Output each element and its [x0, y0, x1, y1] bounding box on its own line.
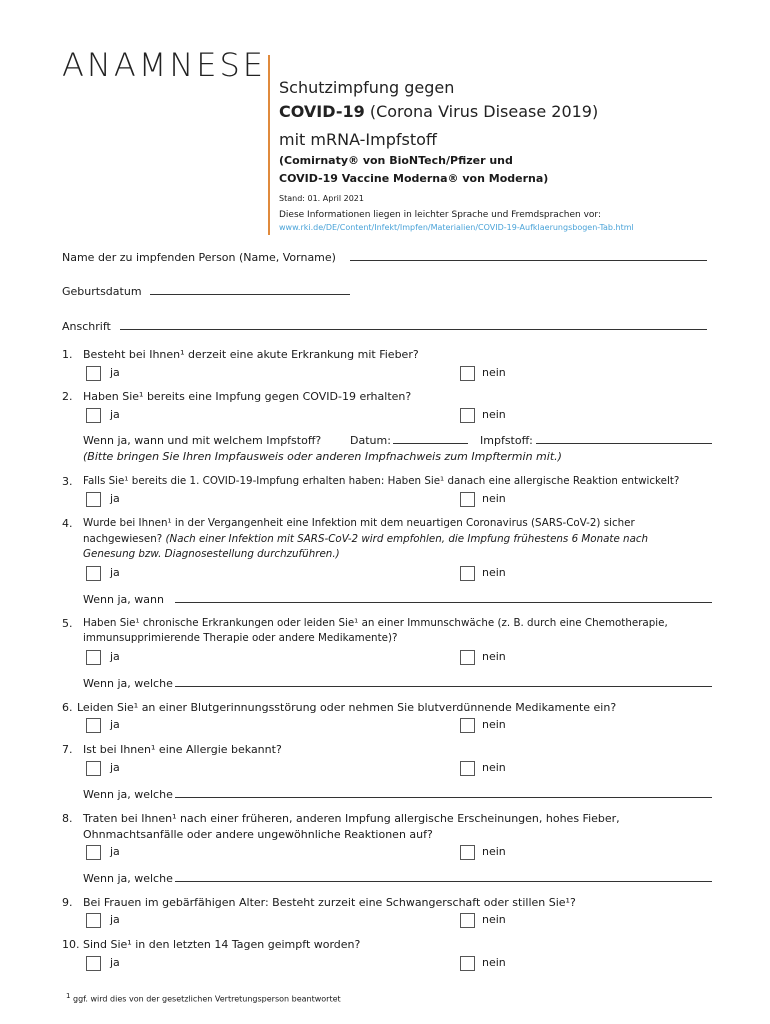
q1-yes-checkbox[interactable] [86, 366, 101, 381]
q3-text: Falls Sie¹ bereits die 1. COVID-19-Impfung erhalten haben: Haben Sie¹ danach eine allergische Reaktion entwickelt? [83, 475, 680, 487]
birthdate-label: Geburtsdatum [62, 285, 142, 298]
q3-yes-label: ja [110, 492, 120, 505]
q3-no-checkbox[interactable] [460, 492, 475, 507]
header-line3: mit mRNA-Impfstoff [279, 130, 437, 149]
q6-text: Leiden Sie¹ an einer Blutgerinnungsstörung oder nehmen Sie blutverdünnende Medikamente ein? [77, 701, 617, 714]
q8-text2: Ohnmachtsanfälle oder andere ungewöhnliche Reaktionen auf? [83, 828, 433, 841]
q2-note: (Bitte bringen Sie Ihren Impfausweis oder anderen Impfnachweis zum Impftermin mit.) [83, 450, 562, 463]
q3-no-label: nein [482, 492, 506, 505]
q4-no-label: nein [482, 566, 506, 579]
q4-text2 [83, 533, 648, 545]
q5-followup-label: Wenn ja, welche [83, 677, 173, 690]
footnote-text: ggf. wird dies von der gesetzlichen Vertretungsperson beantwortet [70, 994, 341, 1004]
q6-number: 6. [62, 701, 73, 714]
q6-no-checkbox[interactable] [460, 718, 475, 733]
q4-text3: Genesung bzw. Diagnosestellung durchzuführen.) [83, 548, 340, 560]
q6-yes-checkbox[interactable] [86, 718, 101, 733]
q10-text: Sind Sie¹ in den letzten 14 Tagen geimpft worden? [83, 938, 361, 951]
header-line2-rest: (Corona Virus Disease 2019) [364, 102, 599, 121]
q7-yes-checkbox[interactable] [86, 761, 101, 776]
q4-no-checkbox[interactable] [460, 566, 475, 581]
q4-yes-label: ja [110, 566, 120, 579]
name-label: Name der zu impfenden Person (Name, Vorname) [62, 251, 336, 264]
q8-no-checkbox[interactable] [460, 845, 475, 860]
q2-no-checkbox[interactable] [460, 408, 475, 423]
q2-vaccine-field[interactable] [536, 443, 712, 444]
q10-yes-checkbox[interactable] [86, 956, 101, 971]
q8-followup-label: Wenn ja, welche [83, 872, 173, 885]
q5-number: 5. [62, 617, 73, 630]
q5-no-checkbox[interactable] [460, 650, 475, 665]
q5-text2: immunsupprimierende Therapie oder andere Medikamente)? [83, 632, 398, 644]
q10-no-checkbox[interactable] [460, 956, 475, 971]
q8-no-label: nein [482, 845, 506, 858]
header-divider [268, 55, 270, 235]
q2-date-field[interactable] [393, 443, 468, 444]
q3-yes-checkbox[interactable] [86, 492, 101, 507]
q9-number: 9. [62, 896, 73, 909]
q2-vaccine-label: Impfstoff: [480, 434, 533, 447]
q9-text: Bei Frauen im gebärfähigen Alter: Besteht zurzeit eine Schwangerschaft oder stillen Sie¹? [83, 896, 576, 909]
q9-no-checkbox[interactable] [460, 913, 475, 928]
header-sub2: COVID-19 Vaccine Moderna® von Moderna) [279, 172, 549, 185]
q1-number: 1. [62, 348, 73, 361]
address-label: Anschrift [62, 320, 111, 333]
q5-followup-field[interactable] [175, 686, 712, 687]
q7-number: 7. [62, 743, 73, 756]
q1-text: Besteht bei Ihnen¹ derzeit eine akute Erkrankung mit Fieber? [83, 348, 419, 361]
q8-followup-field[interactable] [175, 881, 712, 882]
q7-no-label: nein [482, 761, 506, 774]
q9-yes-checkbox[interactable] [86, 913, 101, 928]
q8-number: 8. [62, 812, 73, 825]
q4-text2-italic: (Nach einer Infektion mit SARS-CoV-2 wird empfohlen, die Impfung frühestens 6 Monate nach [162, 533, 649, 545]
header-link[interactable]: www.rki.de/DE/Content/Infekt/Impfen/Materialien/COVID-19-Aufklaerungsbogen-Tab.html [279, 223, 634, 232]
q6-no-label: nein [482, 718, 506, 731]
q1-yes-label: ja [110, 366, 120, 379]
header-info: Diese Informationen liegen in leichter Sprache und Fremdsprachen vor: [279, 210, 601, 220]
q2-text: Haben Sie¹ bereits eine Impfung gegen COVID-19 erhalten? [83, 390, 412, 403]
q8-yes-label: ja [110, 845, 120, 858]
q7-no-checkbox[interactable] [460, 761, 475, 776]
header-line1: Schutzimpfung gegen [279, 78, 455, 97]
q7-followup-label: Wenn ja, welche [83, 788, 173, 801]
q8-text1: Traten bei Ihnen¹ nach einer früheren, anderen Impfung allergische Erscheinungen, hohes Fieber, [83, 812, 620, 825]
header-line2 [279, 102, 598, 121]
footnote [66, 992, 341, 1004]
q4-number: 4. [62, 517, 73, 530]
q2-yes-label: ja [110, 408, 120, 421]
q7-yes-label: ja [110, 761, 120, 774]
q4-followup-label: Wenn ja, wann [83, 593, 164, 606]
name-field[interactable] [350, 260, 707, 261]
q2-followup-label: Wenn ja, wann und mit welchem Impfstoff? [83, 434, 322, 447]
q4-yes-checkbox[interactable] [86, 566, 101, 581]
header-line2-bold: COVID-19 [279, 102, 365, 121]
q7-followup-field[interactable] [175, 797, 712, 798]
q1-no-label: nein [482, 366, 506, 379]
q10-no-label: nein [482, 956, 506, 969]
q8-yes-checkbox[interactable] [86, 845, 101, 860]
footnote-mark: 1 [66, 992, 71, 1000]
q6-yes-label: ja [110, 718, 120, 731]
q4-followup-field[interactable] [175, 602, 712, 603]
q5-no-label: nein [482, 650, 506, 663]
address-field[interactable] [120, 329, 707, 330]
q4-text1: Wurde bei Ihnen¹ in der Vergangenheit eine Infektion mit dem neuartigen Coronavirus (SARS-CoV-2) sicher [83, 517, 635, 529]
q9-yes-label: ja [110, 913, 120, 926]
birthdate-field[interactable] [150, 294, 350, 295]
q9-no-label: nein [482, 913, 506, 926]
page-title: ANAMNESE [62, 46, 267, 84]
q1-no-checkbox[interactable] [460, 366, 475, 381]
q5-yes-checkbox[interactable] [86, 650, 101, 665]
q10-yes-label: ja [110, 956, 120, 969]
q5-text1: Haben Sie¹ chronische Erkrankungen oder leiden Sie¹ an einer Immunschwäche (z. B. durch eine Chemotherapie, [83, 617, 668, 629]
header-sub1: (Comirnaty® von BioNTech/Pfizer und [279, 154, 513, 167]
q4-text2-main: nachgewiesen? [83, 533, 163, 545]
q5-yes-label: ja [110, 650, 120, 663]
q2-date-label: Datum: [350, 434, 391, 447]
q2-no-label: nein [482, 408, 506, 421]
q10-number: 10. [62, 938, 80, 951]
q3-number: 3. [62, 475, 73, 488]
q2-yes-checkbox[interactable] [86, 408, 101, 423]
header-stand: Stand: 01. April 2021 [279, 194, 364, 203]
q2-number: 2. [62, 390, 73, 403]
q7-text: Ist bei Ihnen¹ eine Allergie bekannt? [83, 743, 282, 756]
